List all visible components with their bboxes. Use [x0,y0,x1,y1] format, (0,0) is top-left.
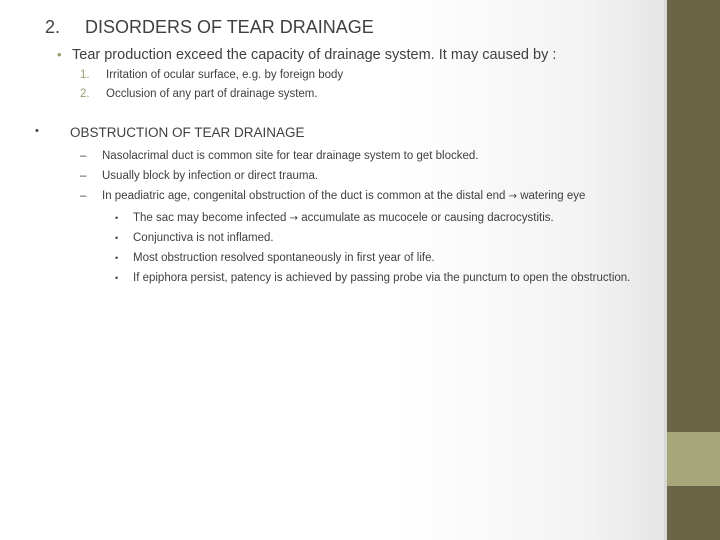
bullet-text: OBSTRUCTION OF TEAR DRAINAGE [70,125,305,140]
sidebar-dark-panel [667,0,720,432]
bullet-text: Tear production exceed the capacity of drainage system. It may caused by : [72,47,557,63]
bullet-icon: • [115,213,119,223]
dash-icon: – [80,150,87,162]
sidebar-dark-footer [667,486,720,540]
arrow-right-icon: → [289,213,299,224]
dash-icon: – [80,170,87,182]
title-text: DISORDERS OF TEAR DRAINAGE [85,17,374,37]
bullet-icon: • [57,47,62,62]
dash-text-part: In peadiatric age, congenital obstruction of the duct is common at the distal end [102,190,506,202]
cause-number: 2. [80,88,90,100]
bullet-icon: • [115,233,119,243]
sub-bullet-text: If epiphora persist, patency is achieved by passing probe via the punctum to open the obstruction. [133,272,631,284]
dash-icon: – [80,190,87,202]
dash-text: Nasolacrimal duct is common site for tear drainage system to get blocked. [102,150,479,162]
sidebar-accent-block [667,432,720,486]
dash-text: Usually block by infection or direct trauma. [102,170,319,182]
dash-text-part: watering eye [520,190,586,202]
cause-text: Irritation of ocular surface, e.g. by foreign body [106,69,344,81]
sub-bullet-text [133,210,633,228]
bullet-icon: • [115,253,119,263]
sub-bullet-text: Most obstruction resolved spontaneously in first year of life. [133,252,435,264]
cause-number: 1. [80,69,90,81]
arrow-right-icon: → [508,191,517,202]
cause-text: Occlusion of any part of drainage system. [106,88,318,100]
sub-bullet-text: Conjunctiva is not inflamed. [133,232,274,244]
title-number: 2. [45,17,61,37]
sub-text-part: The sac may become infected [133,212,287,224]
dash-text [102,190,585,202]
bullet-icon: • [35,125,39,137]
bullet-icon: • [115,273,119,283]
sub-text-part: accumulate as mucocele or causing dacrocystitis. [301,212,554,224]
